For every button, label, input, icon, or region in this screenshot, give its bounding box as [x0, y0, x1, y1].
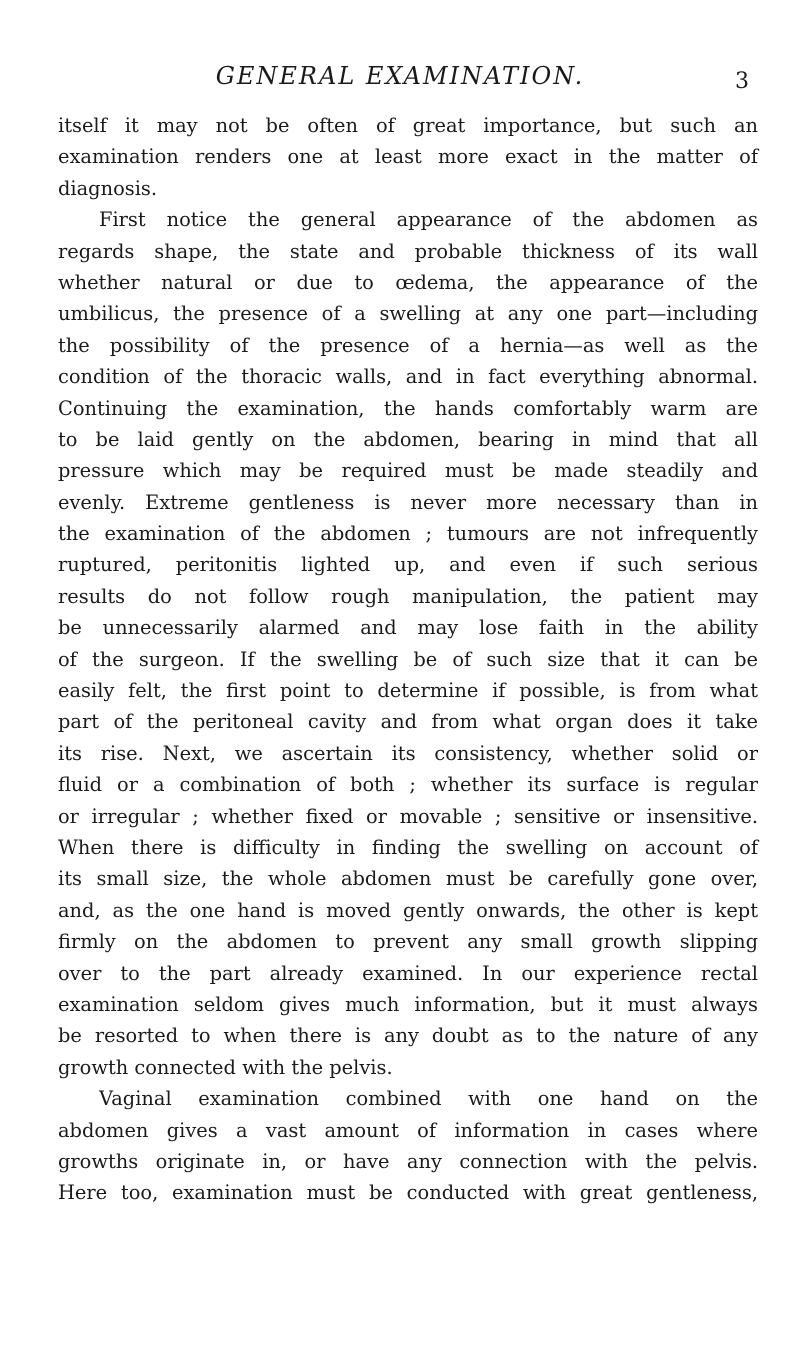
- text-line: over to the part already examined. In our experience rectal: [58, 961, 758, 985]
- text-line: Here too, examination must be conducted with great gentleness,: [58, 1181, 758, 1205]
- text-line: pressure which may be required must be made steadily and: [58, 459, 758, 483]
- text-line: Continuing the examination, the hands comfortably warm are: [58, 396, 758, 420]
- text-line: to be laid gently on the abdomen, bearing in mind that all: [58, 427, 758, 451]
- text-line: firmly on the abdomen to prevent any small growth slipping: [58, 930, 758, 954]
- text-line: growth connected with the pelvis.: [58, 1055, 393, 1079]
- text-line: easily felt, the first point to determine if possible, is from what: [58, 679, 758, 703]
- text-line: abdomen gives a vast amount of information in cases where: [58, 1118, 758, 1142]
- text-line: or irregular ; whether fixed or movable ; sensitive or insensitive.: [58, 804, 758, 828]
- text-line: growths originate in, or have any connection with the pelvis.: [58, 1149, 758, 1173]
- text-line: its rise. Next, we ascertain its consistency, whether solid or: [58, 741, 758, 765]
- text-line: Vaginal examination combined with one hand on the: [99, 1087, 758, 1111]
- text-line: evenly. Extreme gentleness is never more necessary than in: [58, 490, 758, 514]
- text-line: and, as the one hand is moved gently onwards, the other is kept: [58, 898, 758, 922]
- page-number: 3: [735, 69, 749, 94]
- text-line: of the surgeon. If the swelling be of such size that it can be: [58, 647, 758, 671]
- text-line: umbilicus, the presence of a swelling at any one part—including: [58, 302, 758, 326]
- text-line: condition of the thoracic walls, and in fact everything abnormal.: [58, 365, 758, 389]
- text-line: When there is difficulty in finding the swelling on account of: [58, 835, 758, 859]
- text-line: be resorted to when there is any doubt as to the nature of any: [58, 1024, 758, 1048]
- text-line: whether natural or due to œdema, the appearance of the: [58, 270, 758, 294]
- text-line: regards shape, the state and probable thickness of its wall: [58, 239, 758, 263]
- text-line: examination renders one at least more exact in the matter of: [58, 145, 758, 169]
- text-line: examination seldom gives much information, but it must always: [58, 992, 758, 1016]
- body-text: [58, 110, 758, 1209]
- text-line: the possibility of the presence of a hernia—as well as the: [58, 333, 758, 357]
- text-line: First notice the general appearance of the abdomen as: [99, 208, 758, 232]
- text-line: itself it may not be often of great importance, but such an: [58, 114, 758, 137]
- text-line: the examination of the abdomen ; tumours are not infrequently: [58, 522, 758, 546]
- text-line: diagnosis.: [58, 176, 158, 200]
- text-line: ruptured, peritonitis lighted up, and even if such serious: [58, 553, 758, 577]
- text-line: be unnecessarily alarmed and may lose faith in the ability: [58, 616, 758, 640]
- text-line: part of the peritoneal cavity and from what organ does it take: [58, 710, 758, 734]
- text-line: its small size, the whole abdomen must be carefully gone over,: [58, 867, 758, 891]
- text-line: fluid or a combination of both ; whether its surface is regular: [58, 773, 758, 797]
- text-line: results do not follow rough manipulation, the patient may: [58, 584, 758, 608]
- running-head-title: GENERAL EXAMINATION.: [215, 62, 585, 90]
